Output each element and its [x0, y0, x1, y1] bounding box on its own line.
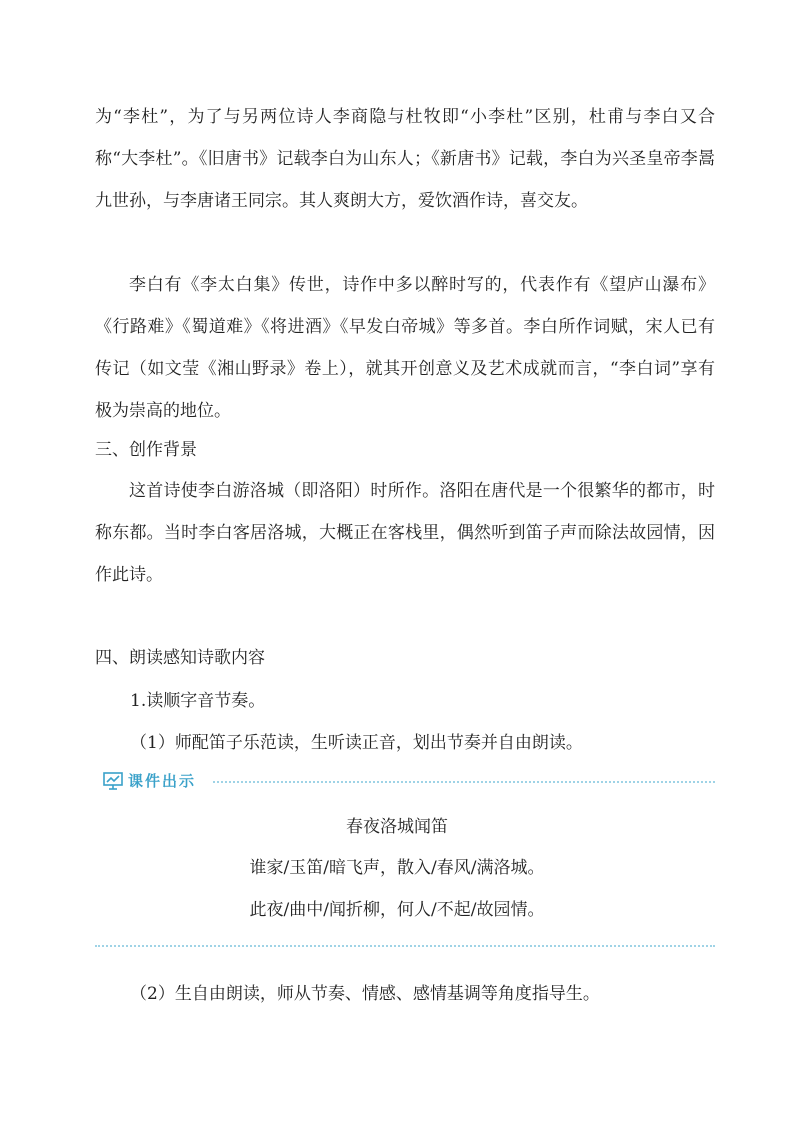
courseware-end-divider — [95, 945, 715, 947]
paragraph-background: 这首诗使李白游洛城（即洛阳）时所作。洛阳在唐代是一个很繁华的都市，时称东都。当时李白客居洛城，大概正在客栈里，偶然听到笛子声而除法故园情，因作此诗。 — [95, 481, 715, 585]
paragraph-li-bai-works: 李白有《李太白集》传世，诗作中多以醉时写的，代表作有《望庐山瀑布》《行路难》《蜀道难》《将进酒》《早发白帝城》等多首。李白所作词赋，宋人已有传记（如文莹《湘山野录》卷上），就其开创意义及艺术成就而言，“李白词”享有极为崇高的地位。 — [95, 275, 715, 421]
poem-line-1: 谁家/玉笛/暗飞声，散入/春风/满洛城。 — [249, 858, 545, 878]
section-heading-background: 三、创作背景 — [95, 440, 197, 460]
courseware-label: 课件出示 — [128, 772, 197, 790]
poem-title: 春夜洛城闻笛 — [346, 817, 448, 837]
courseware-banner — [95, 769, 715, 793]
chart-screen-icon — [103, 772, 123, 790]
paragraph-li-du: 为“李杜”，为了与另两位诗人李商隐与杜牧即“小李杜”区别，杜甫与李白又合称“大李杜”。《旧唐书》记载李白为山东人；《新唐书》记载，李白为兴圣皇帝李暠九世孙，与李唐诸王同宗。其人爽朗大方，爱饮酒作诗，喜交友。 — [95, 107, 715, 211]
poem-line-2: 此夜/曲中/闻折柳，何人/不起/故园情。 — [249, 900, 545, 920]
section-heading-reading: 四、朗读感知诗歌内容 — [95, 648, 265, 668]
step-student-free-reading: （2）生自由朗读，师从节奏、情感、感情基调等角度指导生。 — [130, 984, 600, 1004]
courseware-divider — [213, 781, 715, 783]
step-teacher-model-reading: （1）师配笛子乐范读，生听读正音，划出节奏并自由朗读。 — [130, 733, 583, 753]
step-read-pronunciation: 1.读顺字音节奏。 — [130, 691, 266, 711]
